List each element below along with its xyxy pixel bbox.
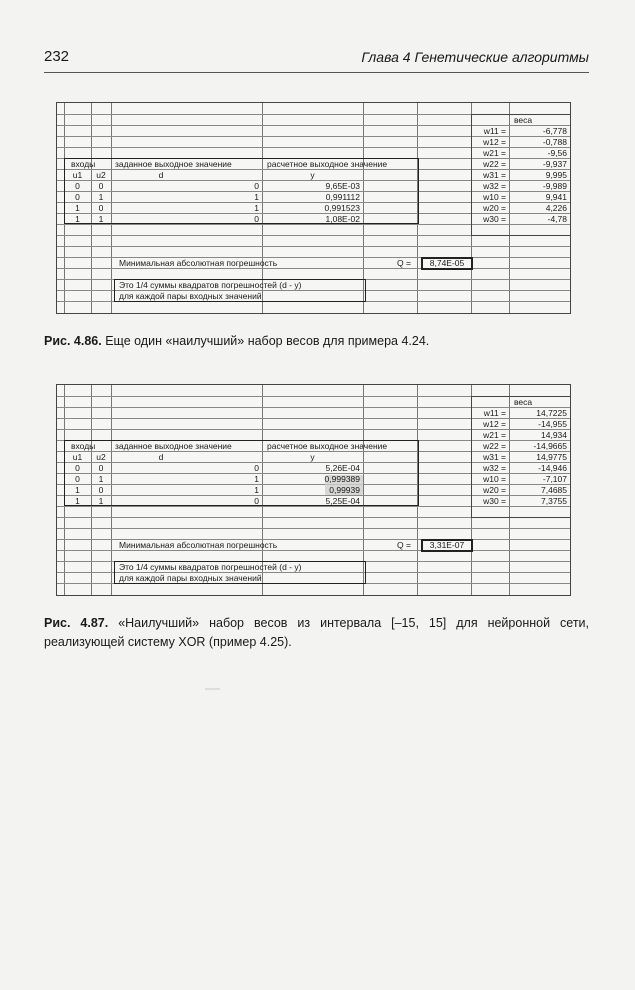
weight-label: w22 =: [483, 441, 506, 451]
cell-u2: 1: [98, 214, 104, 224]
desired-output-header: заданное выходное значение: [115, 159, 232, 169]
weight-label: w11 =: [483, 408, 506, 418]
q-value: 3,31E-07: [429, 540, 465, 550]
min-error-label: Минимальная абсолютная погрешность: [119, 540, 278, 550]
weight-value: -14,946: [538, 463, 567, 473]
d-header: d: [158, 452, 164, 462]
note-line-2: для каждой пары входных значений: [119, 291, 262, 301]
weight-value: -9,56: [547, 148, 567, 158]
weight-value: 9,995: [545, 170, 567, 180]
grid-line: [57, 246, 570, 247]
min-error-label: Минимальная абсолютная погрешность: [119, 258, 278, 268]
weight-value: 14,9775: [536, 452, 567, 462]
weight-label: w31 =: [483, 170, 506, 180]
caption-text: «Наилучший» набор весов из интервала [–15, 15] для нейронной сети, реализующей систему XOR (пример 4.25).: [44, 616, 589, 649]
caption-label: Рис. 4.87.: [44, 616, 109, 630]
grid-line: [57, 528, 570, 529]
weight-label: w12 =: [483, 137, 506, 147]
weight-label: w10 =: [483, 474, 506, 484]
note-line-1: Это 1/4 суммы квадратов погрешностей (d - y): [119, 280, 302, 290]
cell-d: 0: [254, 214, 259, 224]
weight-value: -0,788: [542, 137, 567, 147]
weight-label: w20 =: [483, 203, 506, 213]
weight-label: w31 =: [483, 452, 506, 462]
weight-value: 14,7225: [536, 408, 567, 418]
cell-y: 0,99939: [329, 485, 360, 495]
note-line-2: для каждой пары входных значений: [119, 573, 262, 583]
chapter-title: Глава 4 Генетические алгоритмы: [361, 49, 589, 65]
weight-label: w20 =: [483, 485, 506, 495]
spreadsheet-figure-1: [56, 102, 571, 314]
computed-output-header: расчетное выходное значение: [267, 441, 388, 451]
cell-u2: 0: [98, 181, 104, 191]
cell-u2: 1: [98, 192, 104, 202]
cell-u1: 1: [75, 214, 80, 224]
weight-value: -7,107: [542, 474, 567, 484]
weight-label: w21 =: [483, 430, 506, 440]
weight-label: w12 =: [483, 419, 506, 429]
weight-label: w21 =: [483, 148, 506, 158]
cell-y: 5,26E-04: [325, 463, 360, 473]
weight-label: w10 =: [483, 192, 506, 202]
weights-header: веса: [514, 115, 533, 125]
cell-u1: 0: [75, 181, 80, 191]
cell-u1: 0: [75, 474, 80, 484]
weights-header: веса: [514, 397, 533, 407]
u1-header: u1: [72, 452, 83, 462]
cell-y: 0,999389: [324, 474, 360, 484]
u2-header: u2: [96, 452, 106, 462]
u2-header: u2: [96, 170, 106, 180]
y-header: y: [310, 452, 315, 462]
scan-mark: [205, 688, 220, 690]
figure-caption-1: [44, 332, 589, 351]
inputs-header: входы: [71, 441, 96, 451]
weight-value: -14,9665: [533, 441, 567, 451]
weight-label: w32 =: [483, 181, 506, 191]
weight-label: w22 =: [483, 159, 506, 169]
y-header: y: [310, 170, 315, 180]
weight-label: w30 =: [483, 214, 506, 224]
weight-value: 14,934: [541, 430, 567, 440]
weight-value: -6,778: [542, 126, 567, 136]
cell-u2: 0: [98, 485, 104, 495]
caption-text: Еще один «наилучший» набор весов для примера 4.24.: [101, 334, 430, 348]
weight-value: -14,955: [538, 419, 567, 429]
weight-value: -4,78: [547, 214, 567, 224]
q-value: 8,74E-05: [429, 258, 465, 268]
spreadsheet-figure-2: [56, 384, 571, 596]
page-number: 232: [44, 48, 70, 65]
cell-y: 0,991112: [325, 192, 360, 202]
cell-d: 1: [254, 474, 259, 484]
inputs-header: входы: [71, 159, 96, 169]
weight-label: w11 =: [483, 126, 506, 136]
cell-d: 0: [254, 496, 259, 506]
cell-u1: 0: [75, 463, 80, 473]
weight-value: 7,3755: [541, 496, 567, 506]
weight-value: 4,226: [545, 203, 567, 213]
grid-line: [57, 268, 570, 269]
u1-header: u1: [72, 170, 83, 180]
cell-y: 5,25E-04: [325, 496, 360, 506]
cell-u1: 1: [75, 203, 80, 213]
weight-value: 7,4685: [541, 485, 567, 495]
caption-label: Рис. 4.86.: [44, 334, 102, 348]
cell-d: 0: [254, 181, 259, 191]
q-label: Q =: [397, 258, 411, 268]
desired-output-header: заданное выходное значение: [115, 441, 232, 451]
cell-y: 1,08E-02: [325, 214, 360, 224]
cell-d: 1: [254, 485, 259, 495]
cell-u2: 1: [98, 474, 104, 484]
cell-d: 0: [254, 463, 259, 473]
cell-u2: 1: [98, 496, 104, 506]
cell-u2: 0: [98, 203, 104, 213]
q-label: Q =: [397, 540, 411, 550]
header-rule: [44, 72, 589, 73]
cell-d: 1: [254, 203, 259, 213]
cell-u1: 0: [75, 192, 80, 202]
cell-u2: 0: [98, 463, 104, 473]
grid-line: [57, 550, 570, 551]
cell-y: 0,991523: [324, 203, 360, 213]
note-line-1: Это 1/4 суммы квадратов погрешностей (d - y): [119, 562, 302, 572]
weight-value: 9,941: [545, 192, 567, 202]
weight-label: w30 =: [483, 496, 506, 506]
cell-y: 9,65E-03: [325, 181, 360, 191]
weight-value: -9,989: [542, 181, 567, 191]
d-header: d: [158, 170, 164, 180]
cell-u1: 1: [75, 485, 80, 495]
figure-caption-2: [44, 614, 589, 652]
cell-d: 1: [254, 192, 259, 202]
weight-label: w32 =: [483, 463, 506, 473]
computed-output-header: расчетное выходное значение: [267, 159, 388, 169]
cell-u1: 1: [75, 496, 80, 506]
weight-value: -9,937: [542, 159, 567, 169]
